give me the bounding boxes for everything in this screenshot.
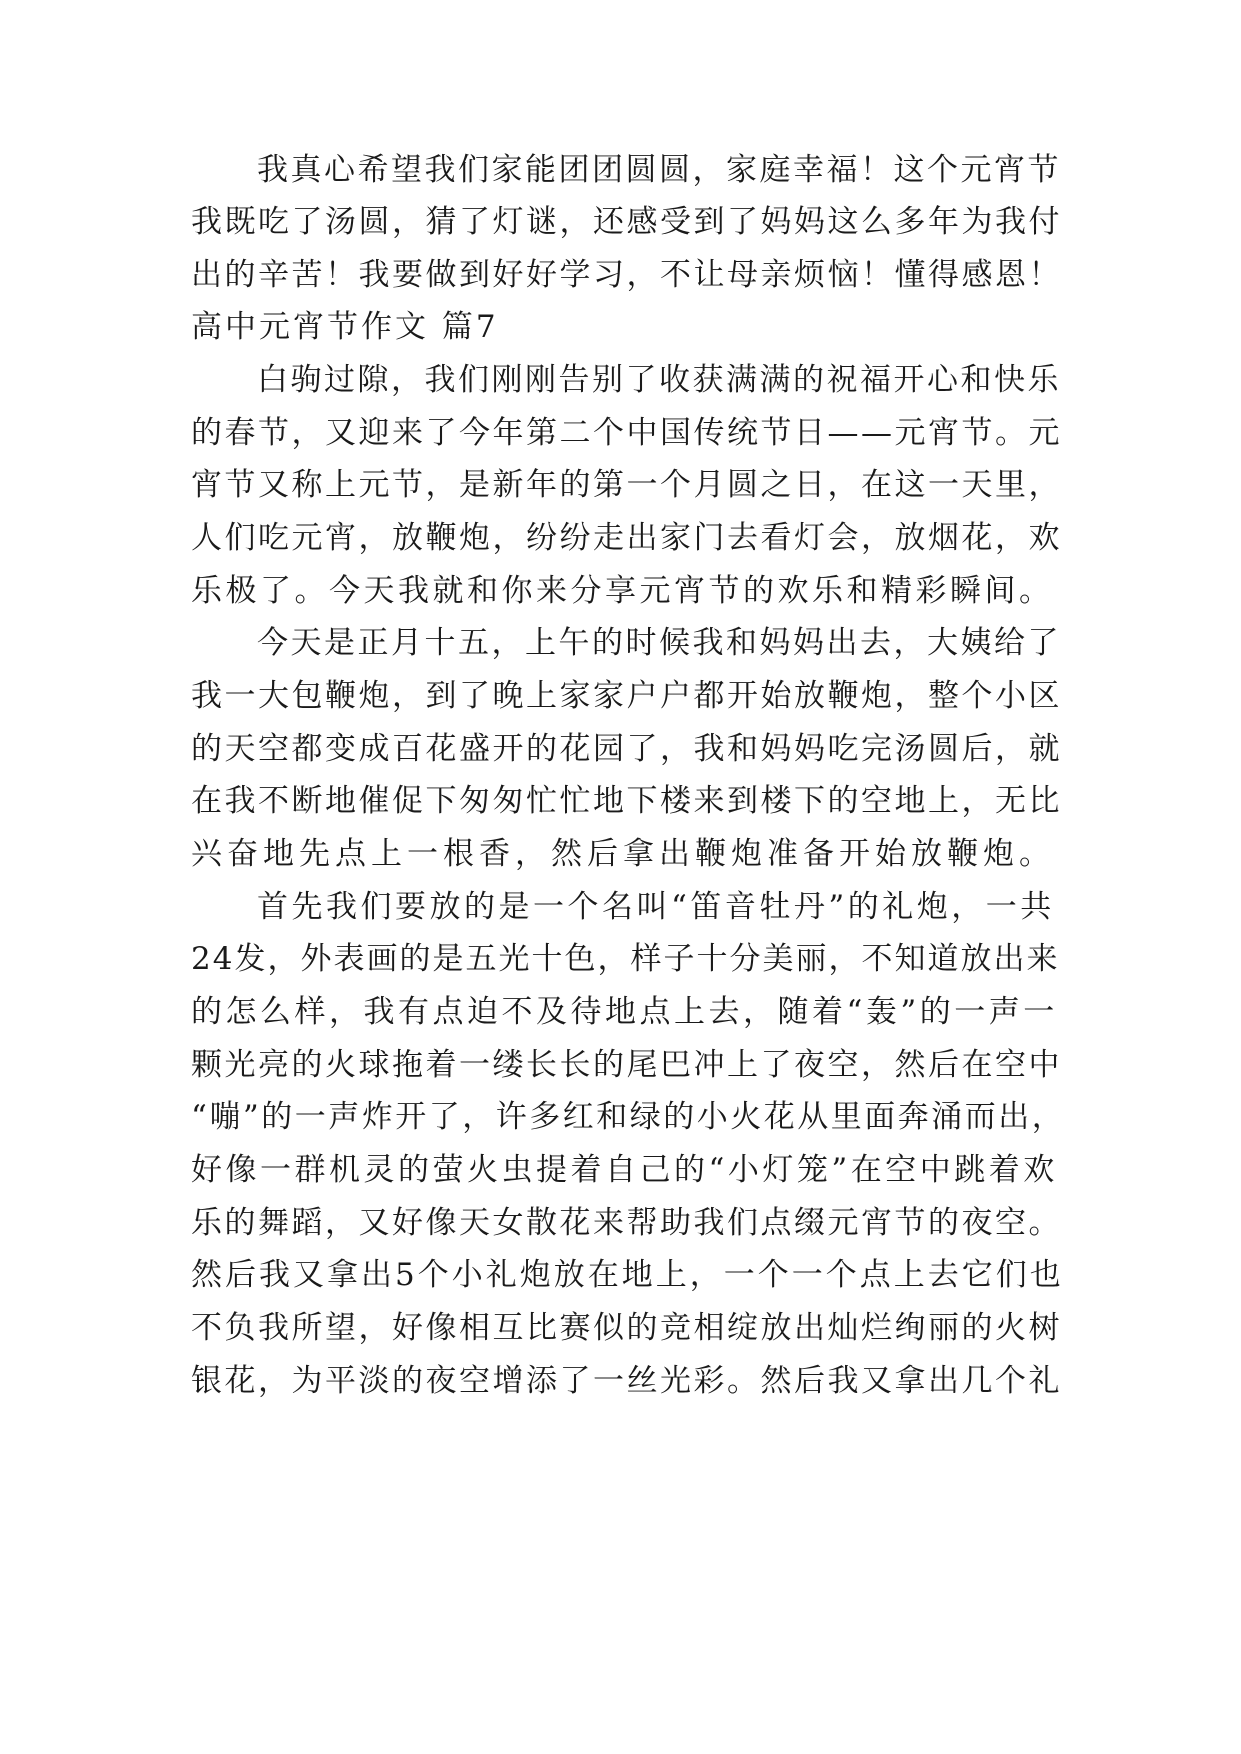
- text-line: 然后我又拿出5个小礼炮放在地上，一个一个点上去它们也: [191, 1257, 1064, 1293]
- text-line: 在我不断地催促下匆匆忙忙地下楼来到楼下的空地上，无比: [191, 783, 1062, 819]
- text-line: 宵节又称上元节，是新年的第一个月圆之日，在这一天里，: [191, 467, 1062, 503]
- text-line: 银花，为平淡的夜空增添了一丝光彩。然后我又拿出几个礼: [191, 1363, 1062, 1399]
- section-heading: 高中元宵节作文 篇7: [191, 309, 499, 345]
- text-line: 的天空都变成百花盛开的花园了，我和妈妈吃完汤圆后，就: [191, 731, 1062, 767]
- text-line: 的怎么样，我有点迫不及待地点上去，随着“轰”的一声一: [191, 994, 1058, 1030]
- text-line: 我真心希望我们家能团团圆圆，家庭幸福！这个元宵节: [257, 152, 1061, 188]
- text-line: 乐的舞蹈，又好像天女散花来帮助我们点缀元宵节的夜空。: [191, 1205, 1062, 1241]
- text-line: 兴奋地先点上一根香，然后拿出鞭炮准备开始放鞭炮。: [191, 836, 1055, 872]
- text-line: 首先我们要放的是一个名叫“笛音牡丹”的礼炮，一共: [257, 889, 1055, 925]
- text-line: 出的辛苦！我要做到好好学习，不让母亲烦恼！懂得感恩！: [191, 257, 1062, 293]
- text-line: 我既吃了汤圆，猜了灯谜，还感受到了妈妈这么多年为我付: [191, 204, 1062, 240]
- text-line: 的春节，又迎来了今年第二个中国传统节日——元宵节。元: [191, 415, 1062, 451]
- text-line: “嘣”的一声炸开了，许多红和绿的小火花从里面奔涌而出，: [191, 1099, 1066, 1135]
- text-line: 不负我所望，好像相互比赛似的竞相绽放出灿烂绚丽的火树: [191, 1310, 1062, 1346]
- text-line: 我一大包鞭炮，到了晚上家家户户都开始放鞭炮，整个小区: [191, 678, 1062, 714]
- text-line: 好像一群机灵的萤火虫提着自己的“小灯笼”在空中跳着欢: [191, 1152, 1058, 1188]
- text-line: 乐极了。今天我就和你来分享元宵节的欢乐和精彩瞬间。: [191, 573, 1054, 609]
- text-line: 24发，外表画的是五光十色，样子十分美丽，不知道放出来: [191, 941, 1060, 977]
- text-line: 白驹过隙，我们刚刚告别了收获满满的祝福开心和快乐: [257, 362, 1061, 398]
- text-line: 今天是正月十五，上午的时候我和妈妈出去，大姨给了: [257, 625, 1061, 661]
- text-line: 人们吃元宵，放鞭炮，纷纷走出家门去看灯会，放烟花，欢: [191, 520, 1062, 556]
- text-line: 颗光亮的火球拖着一缕长长的尾巴冲上了夜空，然后在空中: [191, 1047, 1062, 1083]
